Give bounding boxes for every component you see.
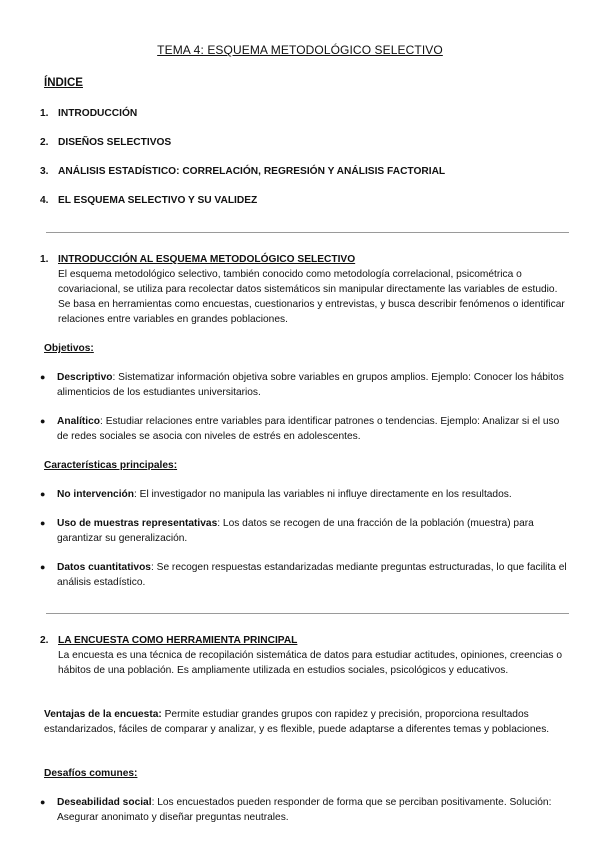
list-item-text: : Los datos se recogen de una fracción de la población (muestra) para garantizar su generalización. [57,518,534,544]
features-heading-label: Características principales [44,460,174,471]
section-number: 1. [40,254,49,265]
objectives-heading [44,341,94,356]
challenges-heading-label: Desafíos comunes [44,768,135,779]
section-number: 2. [40,635,49,646]
toc-item-number: 1. [40,108,49,119]
list-item [40,516,570,546]
list-item-text: : El investigador no manipula las variables ni influye directamente en los resultados. [133,489,512,500]
objectives-heading-label: Objetivos [44,343,91,354]
toc-item [40,106,137,121]
challenges-heading-colon: : [134,768,138,779]
section-heading [40,252,355,267]
toc-item-label: ANÁLISIS ESTADÍSTICO: CORRELACIÓN, REGRESIÓN Y ANÁLISIS FACTORIAL [58,166,446,177]
section-intro: El esquema metodológico selectivo, también conocido como metodología correlacional, psicométrica o covariacional, se utiliza para recolectar datos sistemáticos sin manipular directamente las variables de estudio. Se basa en herramientas como encuestas, cuestionarios y entrevistas, y busca describir fenómenos o identificar relaciones entre variables en grandes poblaciones. [58,269,565,325]
challenges-heading [44,766,137,781]
section-heading [40,633,297,648]
index-heading: ÍNDICE [44,77,83,89]
list-item [40,487,570,502]
section-divider [46,613,569,614]
list-item-term: Uso de muestras representativas [57,518,218,529]
list-item-term: Descriptivo [57,372,113,383]
list-item [40,560,570,590]
list-item-text: : Sistematizar información objetiva sobre variables en grupos amplios. Ejemplo: Conocer los hábitos alimenticios de los estudiantes universitarios. [57,372,564,398]
list-item-text: : Los encuestados pueden responder de forma que se perciban positivamente. Solución: Asegurar anonimato y diseñar preguntas neutrales. [57,797,552,823]
toc-item-label: EL ESQUEMA SELECTIVO Y SU VALIDEZ [58,195,258,206]
list-item-term: Datos cuantitativos [57,562,151,573]
toc-item [40,193,257,208]
advantages-term: Ventajas de la encuesta: [44,709,162,720]
list-item-term: No intervención [57,489,134,500]
toc-item-number: 2. [40,137,49,148]
toc-item-label: DISEÑOS SELECTIVOS [58,137,172,148]
advantages-text: Permite estudiar grandes grupos con rapidez y precisión, proporciona resultados estandarizados, fáciles de comparar y analizar, y es flexible, puede adaptarse a diferentes temas y poblaciones. [44,709,550,735]
features-heading-colon: : [173,460,178,471]
document-title: TEMA 4: ESQUEMA METODOLÓGICO SELECTIVO [157,43,443,57]
toc-item [40,164,445,179]
list-item-term: Deseabilidad social [57,797,152,808]
features-heading [44,458,177,473]
list-item-term: Analítico [57,416,101,427]
advantages-paragraph [44,707,572,737]
toc-item-number: 3. [40,166,49,177]
section-title: INTRODUCCIÓN AL ESQUEMA METODOLÓGICO SELECTIVO [58,254,356,265]
toc-item-number: 4. [40,195,49,206]
objectives-heading-colon: : [90,343,94,354]
section-intro: La encuesta es una técnica de recopilación sistemática de datos para estudiar actitudes, opiniones, creencias o hábitos de una población. Es ampliamente utilizada en estudios sociales, psicológicos y educativos. [58,650,563,676]
bullet-icon: ● [40,797,46,807]
bullet-icon: ● [40,562,46,572]
list-item-text: : Se recogen respuestas estandarizadas mediante preguntas estructuradas, lo que facilita el análisis estadístico. [57,562,567,588]
bullet-icon: ● [40,416,46,426]
section-divider [46,232,569,233]
toc-item [40,135,171,150]
bullet-icon: ● [40,489,46,499]
section-title: LA ENCUESTA COMO HERRAMIENTA PRINCIPAL [58,635,298,646]
list-item [40,370,570,400]
toc-item-label: INTRODUCCIÓN [58,108,138,119]
list-item [40,414,570,444]
bullet-icon: ● [40,372,46,382]
list-item [40,795,570,825]
list-item-text: : Estudiar relaciones entre variables para identificar patrones o tendencias. Ejemplo: Analizar si el uso de redes sociales se asocia con niveles de estrés en adolescentes. [57,416,560,442]
bullet-icon: ● [40,518,46,528]
